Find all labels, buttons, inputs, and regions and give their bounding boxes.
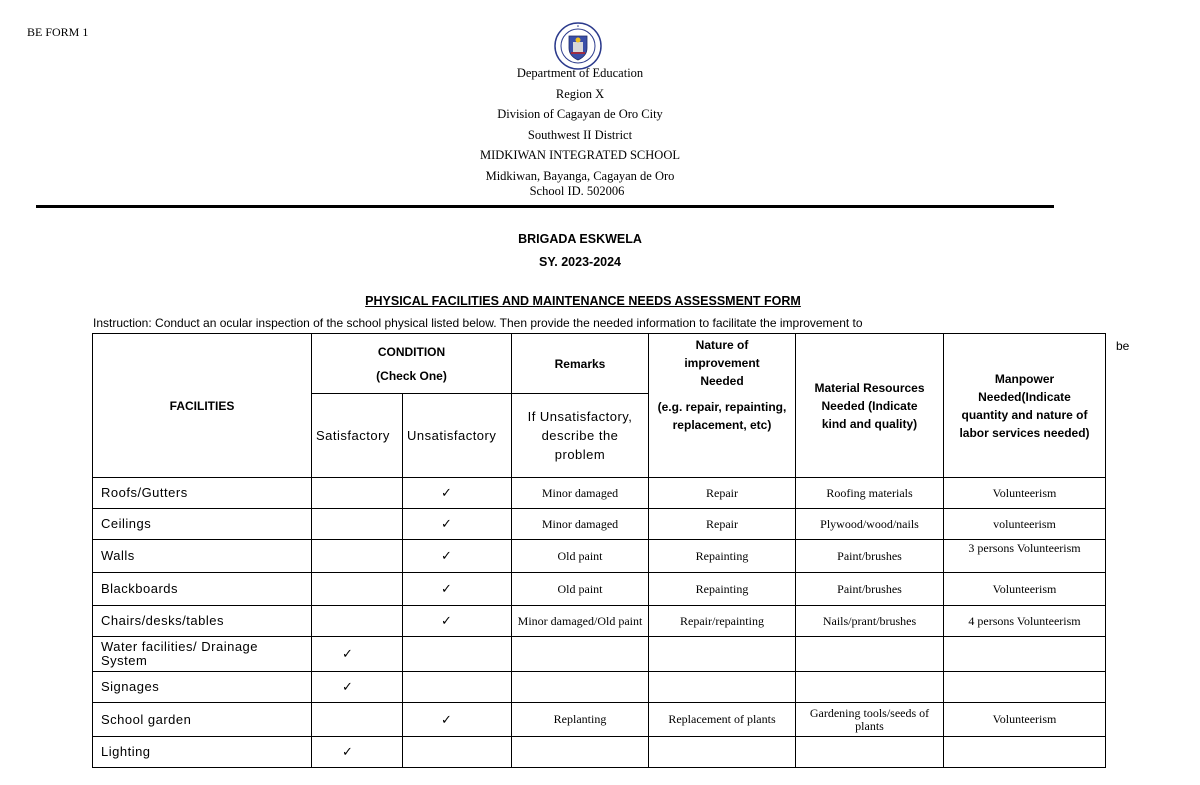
satisfactory-check[interactable]: [312, 703, 403, 737]
unsatisfactory-check[interactable]: ✓: [403, 606, 512, 637]
facility-name: Blackboards: [93, 573, 312, 606]
facility-name: Signages: [93, 672, 312, 703]
unsatisfactory-check[interactable]: ✓: [403, 703, 512, 737]
table-row: [93, 573, 1106, 606]
school-year: SY. 2023-2024: [538, 255, 621, 269]
header-unsatisfactory: Unsatisfactory: [403, 394, 512, 478]
document-title: BRIGADA ESKWELA: [518, 232, 642, 246]
header-line: Department of Education: [516, 66, 644, 80]
table-row: [93, 478, 1106, 509]
facility-name: Lighting: [93, 737, 312, 768]
table-row: [93, 703, 1106, 737]
header-remarks: Remarks: [512, 334, 649, 394]
material-cell[interactable]: Nails/prant/brushes: [796, 606, 944, 637]
remarks-cell[interactable]: Old paint: [512, 540, 649, 573]
header-condition: [312, 334, 512, 394]
remarks-cell[interactable]: [512, 737, 649, 768]
unsatisfactory-check[interactable]: ✓: [403, 509, 512, 540]
satisfactory-check[interactable]: [312, 606, 403, 637]
header-nature-label: Nature of improvement Needed: [684, 338, 760, 388]
header-material: Material Resources Needed (Indicate kind and quality): [796, 334, 944, 478]
nature-cell[interactable]: Repair: [649, 509, 796, 540]
nature-cell[interactable]: [649, 672, 796, 703]
table-row: [93, 606, 1106, 637]
header-condition-label: CONDITION: [377, 344, 446, 359]
material-cell[interactable]: [796, 737, 944, 768]
material-cell[interactable]: Gardening tools/seeds of plants: [796, 703, 944, 737]
header-satisfactory: Satisfactory: [312, 394, 403, 478]
remarks-cell[interactable]: Minor damaged/Old paint: [512, 606, 649, 637]
nature-cell[interactable]: Replacement of plants: [649, 703, 796, 737]
header-line: MIDKIWAN INTEGRATED SCHOOL: [480, 148, 680, 162]
nature-cell[interactable]: Repainting: [649, 540, 796, 573]
remarks-cell[interactable]: Old paint: [512, 573, 649, 606]
satisfactory-check[interactable]: ✓: [312, 637, 403, 672]
instruction-text-tail: be: [1116, 339, 1130, 353]
facility-name: Water facilities/ Drainage System: [93, 637, 312, 672]
table-row: [93, 737, 1106, 768]
header-facilities: FACILITIES: [93, 334, 312, 478]
material-cell[interactable]: [796, 672, 944, 703]
manpower-cell[interactable]: [944, 672, 1106, 703]
assessment-table: [92, 333, 1106, 768]
unsatisfactory-check[interactable]: ✓: [403, 478, 512, 509]
table-row: [93, 637, 1106, 672]
table-row: [93, 672, 1106, 703]
nature-cell[interactable]: Repair: [649, 478, 796, 509]
facility-name: School garden: [93, 703, 312, 737]
header-line: Region X: [555, 87, 605, 101]
manpower-cell[interactable]: Volunteerism: [944, 478, 1106, 509]
facility-name: Roofs/Gutters: [93, 478, 312, 509]
facility-name: Walls: [93, 540, 312, 573]
header-remarks-sub: If Unsatisfactory, describe the problem: [512, 394, 649, 478]
material-cell[interactable]: Roofing materials: [796, 478, 944, 509]
facility-name: Ceilings: [93, 509, 312, 540]
satisfactory-check[interactable]: [312, 540, 403, 573]
header-check-one: (Check One): [376, 368, 447, 383]
satisfactory-check[interactable]: [312, 478, 403, 509]
satisfactory-check[interactable]: [312, 509, 403, 540]
material-cell[interactable]: Plywood/wood/nails: [796, 509, 944, 540]
remarks-cell[interactable]: Replanting: [512, 703, 649, 737]
nature-cell[interactable]: [649, 637, 796, 672]
header-line: Southwest II District: [527, 128, 633, 142]
header-nature-sub: (e.g. repair, repainting, replacement, etc): [657, 400, 787, 432]
unsatisfactory-check[interactable]: ✓: [403, 573, 512, 606]
satisfactory-check[interactable]: ✓: [312, 672, 403, 703]
header-line: School ID. 502006: [529, 184, 625, 198]
manpower-cell[interactable]: 4 persons Volunteerism: [944, 606, 1106, 637]
deped-seal-logo: [554, 22, 602, 70]
remarks-cell[interactable]: [512, 672, 649, 703]
material-cell[interactable]: [796, 637, 944, 672]
header-line: Midkiwan, Bayanga, Cagayan de Oro: [485, 169, 675, 183]
table-row: [93, 509, 1106, 540]
unsatisfactory-check[interactable]: [403, 672, 512, 703]
nature-cell[interactable]: Repainting: [649, 573, 796, 606]
material-cell[interactable]: Paint/brushes: [796, 573, 944, 606]
manpower-cell[interactable]: Volunteerism: [944, 573, 1106, 606]
satisfactory-check[interactable]: ✓: [312, 737, 403, 768]
material-cell[interactable]: Paint/brushes: [796, 540, 944, 573]
remarks-cell[interactable]: Minor damaged: [512, 478, 649, 509]
table-row: [93, 540, 1106, 573]
nature-cell[interactable]: Repair/repainting: [649, 606, 796, 637]
header-nature: [649, 334, 796, 478]
manpower-cell[interactable]: Volunteerism: [944, 703, 1106, 737]
header-divider: [36, 205, 1054, 208]
manpower-cell[interactable]: [944, 637, 1106, 672]
manpower-cell[interactable]: 3 persons Volunteerism: [944, 540, 1106, 573]
unsatisfactory-check[interactable]: [403, 737, 512, 768]
form-code: BE FORM 1: [27, 25, 89, 39]
manpower-cell[interactable]: volunteerism: [944, 509, 1106, 540]
remarks-cell[interactable]: [512, 637, 649, 672]
satisfactory-check[interactable]: [312, 573, 403, 606]
unsatisfactory-check[interactable]: [403, 637, 512, 672]
remarks-cell[interactable]: Minor damaged: [512, 509, 649, 540]
instruction-text: Instruction: Conduct an ocular inspection of the school physical listed below. Then provide the needed information to facilitate the improvement to: [93, 316, 863, 330]
manpower-cell[interactable]: [944, 737, 1106, 768]
header-line: Division of Cagayan de Oro City: [497, 107, 663, 121]
header-manpower: Manpower Needed(Indicate quantity and nature of labor services needed): [944, 334, 1106, 478]
nature-cell[interactable]: [649, 737, 796, 768]
unsatisfactory-check[interactable]: ✓: [403, 540, 512, 573]
facility-name: Chairs/desks/tables: [93, 606, 312, 637]
form-title: PHYSICAL FACILITIES AND MAINTENANCE NEEDS ASSESSMENT FORM: [365, 294, 801, 308]
